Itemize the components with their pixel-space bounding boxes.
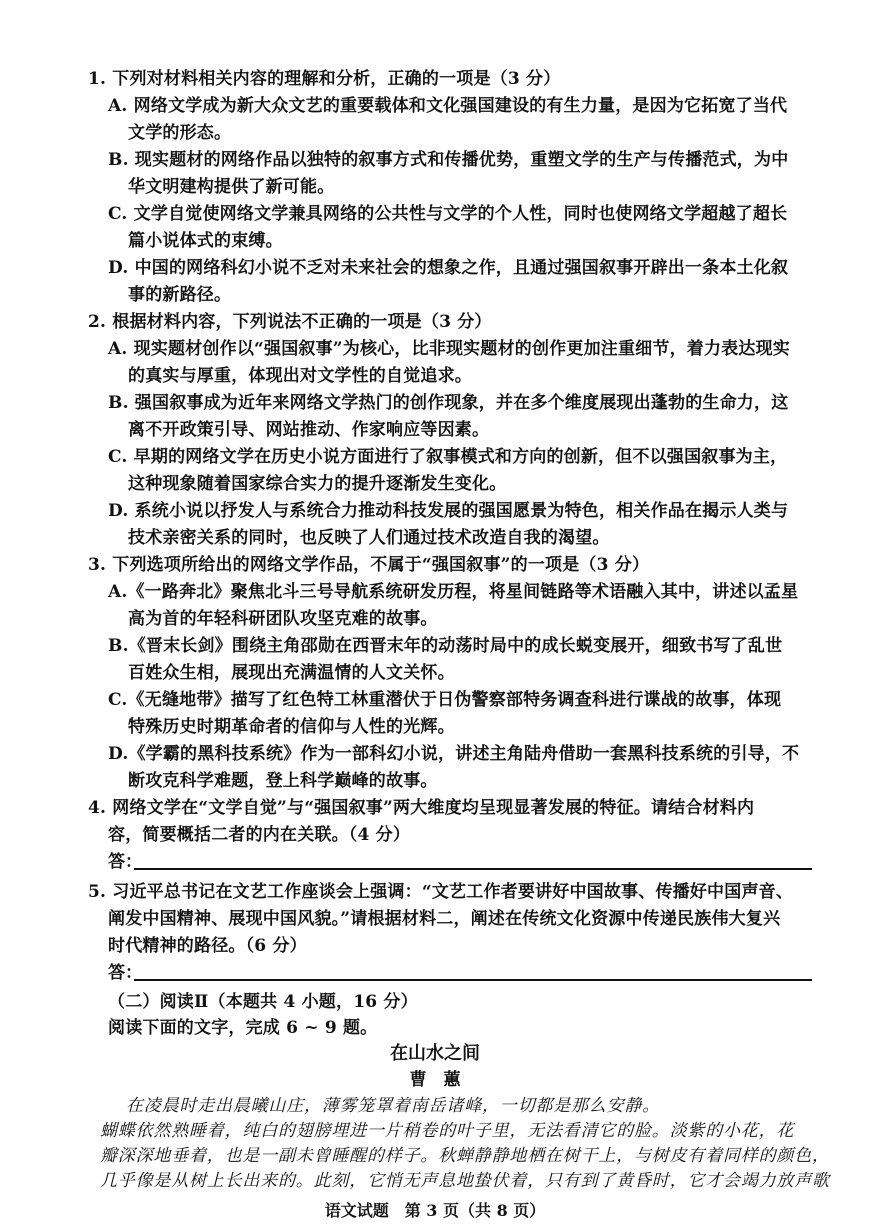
passage-line: 几乎像是从树上长出来的。此刻，它悄无声息地蛰伏着，只有到了黄昏时，它才会竭力放声歌	[100, 1171, 830, 1191]
q3-stem: 3. 下列选项所给出的网络文学作品，不属于“强国叙事”的一项是（3 分）	[88, 555, 650, 575]
q5-answer-line[interactable]	[134, 979, 812, 981]
q3-option-c-line1: C.《无缝地带》描写了红色特工林重潜伏于日伪警察部特务调查科进行谍战的故事，体现	[108, 690, 782, 710]
q2-option-b-line2: 离不开政策引导、网站推动、作家响应等因素。	[128, 420, 490, 440]
passage-title: 在山水之间	[390, 1043, 480, 1064]
passage-line: 瓣深深地垂着，也是一副未曾睡醒的样子。秋蝉静静地栖在树干上，与树皮有着同样的颜色，	[100, 1146, 830, 1166]
q1-option-c-line1: C. 文学自觉使网络文学兼具网络的公共性与文学的个人性，同时也使网络文学超越了超长	[108, 204, 788, 224]
q4-stem-line1: 4. 网络文学在“文学自觉”与“强国叙事”两大维度均呈现显著发展的特征。请结合材料内	[88, 798, 755, 818]
q5-stem-line1: 5. 习近平总书记在文艺工作座谈会上强调：“文艺工作者要讲好中国故事、传播好中国声音、	[88, 882, 794, 902]
q3-option-a-line2: 高为首的年轻科研团队攻坚克难的故事。	[128, 609, 438, 629]
q1-option-b-line1: B. 现实题材的网络作品以独特的叙事方式和传播优势，重塑文学的生产与传播范式，为中	[108, 150, 789, 170]
q1-option-a-line2: 文学的形态。	[128, 123, 232, 143]
passage-line: 蝴蝶依然熟睡着，纯白的翅膀埋进一片稍卷的叶子里，无法看清它的脸。淡紫的小花，花	[100, 1121, 795, 1141]
passage-line: 在凌晨时走出晨曦山庄，薄雾笼罩着南岳诸峰，一切都是那么安静。	[126, 1096, 660, 1116]
q4-answer-label: 答：	[108, 852, 142, 872]
q3-option-a-line1: A.《一路奔北》聚焦北斗三号导航系统研发历程，将星间链路等术语融入其中，讲述以孟星	[108, 582, 799, 602]
q2-option-a-line2: 的真实与厚重，体现出对文学性的自觉追求。	[128, 366, 472, 386]
passage-author: 曹 蕙	[409, 1070, 461, 1090]
section2-heading: （二）阅读Ⅱ（本题共 4 小题，16 分）	[108, 992, 418, 1012]
q2-option-d-line1: D. 系统小说以抒发人与系统合力推动科技发展的强国愿景为特色，相关作品在揭示人类与	[108, 501, 789, 521]
q1-option-c-line2: 篇小说体式的束缚。	[128, 231, 283, 251]
q1-stem: 1. 下列对材料相关内容的理解和分析，正确的一项是（3 分）	[88, 69, 561, 89]
q5-stem-line3: 时代精神的路径。（6 分）	[108, 936, 307, 956]
q4-stem-line2: 容，简要概括二者的内在关联。（4 分）	[108, 825, 411, 845]
q3-option-d-line1: D.《学霸的黑科技系统》作为一部科幻小说，讲述主角陆舟借助一套黑科技系统的引导，不	[108, 744, 800, 764]
q3-option-b-line2: 百姓众生相，展现出充满温情的人文关怀。	[128, 663, 455, 683]
q2-stem: 2. 根据材料内容，下列说法不正确的一项是（3 分）	[88, 312, 492, 332]
q1-option-b-line2: 华文明建构提供了新可能。	[128, 177, 335, 197]
q5-answer-label: 答：	[108, 963, 142, 983]
q2-option-a-line1: A. 现实题材创作以“强国叙事”为核心，比非现实题材的创作更加注重细节，着力表达现实	[108, 339, 790, 359]
page-footer: 语文试题 第 3 页（共 8 页）	[324, 1201, 546, 1220]
q2-option-b-line1: B. 强国叙事成为近年来网络文学热门的创作现象，并在多个维度展现出蓬勃的生命力，这	[108, 393, 789, 413]
q4-answer-line[interactable]	[134, 868, 812, 870]
q2-option-d-line2: 技术亲密关系的同时，也反映了人们通过技术改造自我的渴望。	[128, 528, 610, 548]
q3-option-b-line1: B.《晋末长剑》围绕主角邵勋在西晋末年的动荡时局中的成长蜕变展开，细致书写了乱世	[108, 636, 783, 656]
q2-option-c-line2: 这种现象随着国家综合实力的提升逐渐发生变化。	[128, 474, 507, 494]
q1-option-a-line1: A. 网络文学成为新大众文艺的重要载体和文化强国建设的有生力量，是因为它拓宽了当代	[108, 96, 788, 116]
q2-option-c-line1: C. 早期的网络文学在历史小说方面进行了叙事模式和方向的创新，但不以强国叙事为主，	[108, 447, 788, 467]
q5-stem-line2: 阐发中国精神、展现中国风貌。”请根据材料二，阐述在传统文化资源中传递民族伟大复兴	[108, 909, 781, 929]
q3-option-c-line2: 特殊历史时期革命者的信仰与人性的光辉。	[128, 717, 455, 737]
q3-option-d-line2: 断攻克科学难题，登上科学巅峰的故事。	[128, 771, 438, 791]
q1-option-d-line1: D. 中国的网络科幻小说不乏对未来社会的想象之作，且通过强国叙事开辟出一条本土化叙	[108, 258, 789, 278]
q1-option-d-line2: 事的新路径。	[128, 285, 232, 305]
section2-instruction: 阅读下面的文字，完成 6 ~ 9 题。	[108, 1018, 378, 1038]
